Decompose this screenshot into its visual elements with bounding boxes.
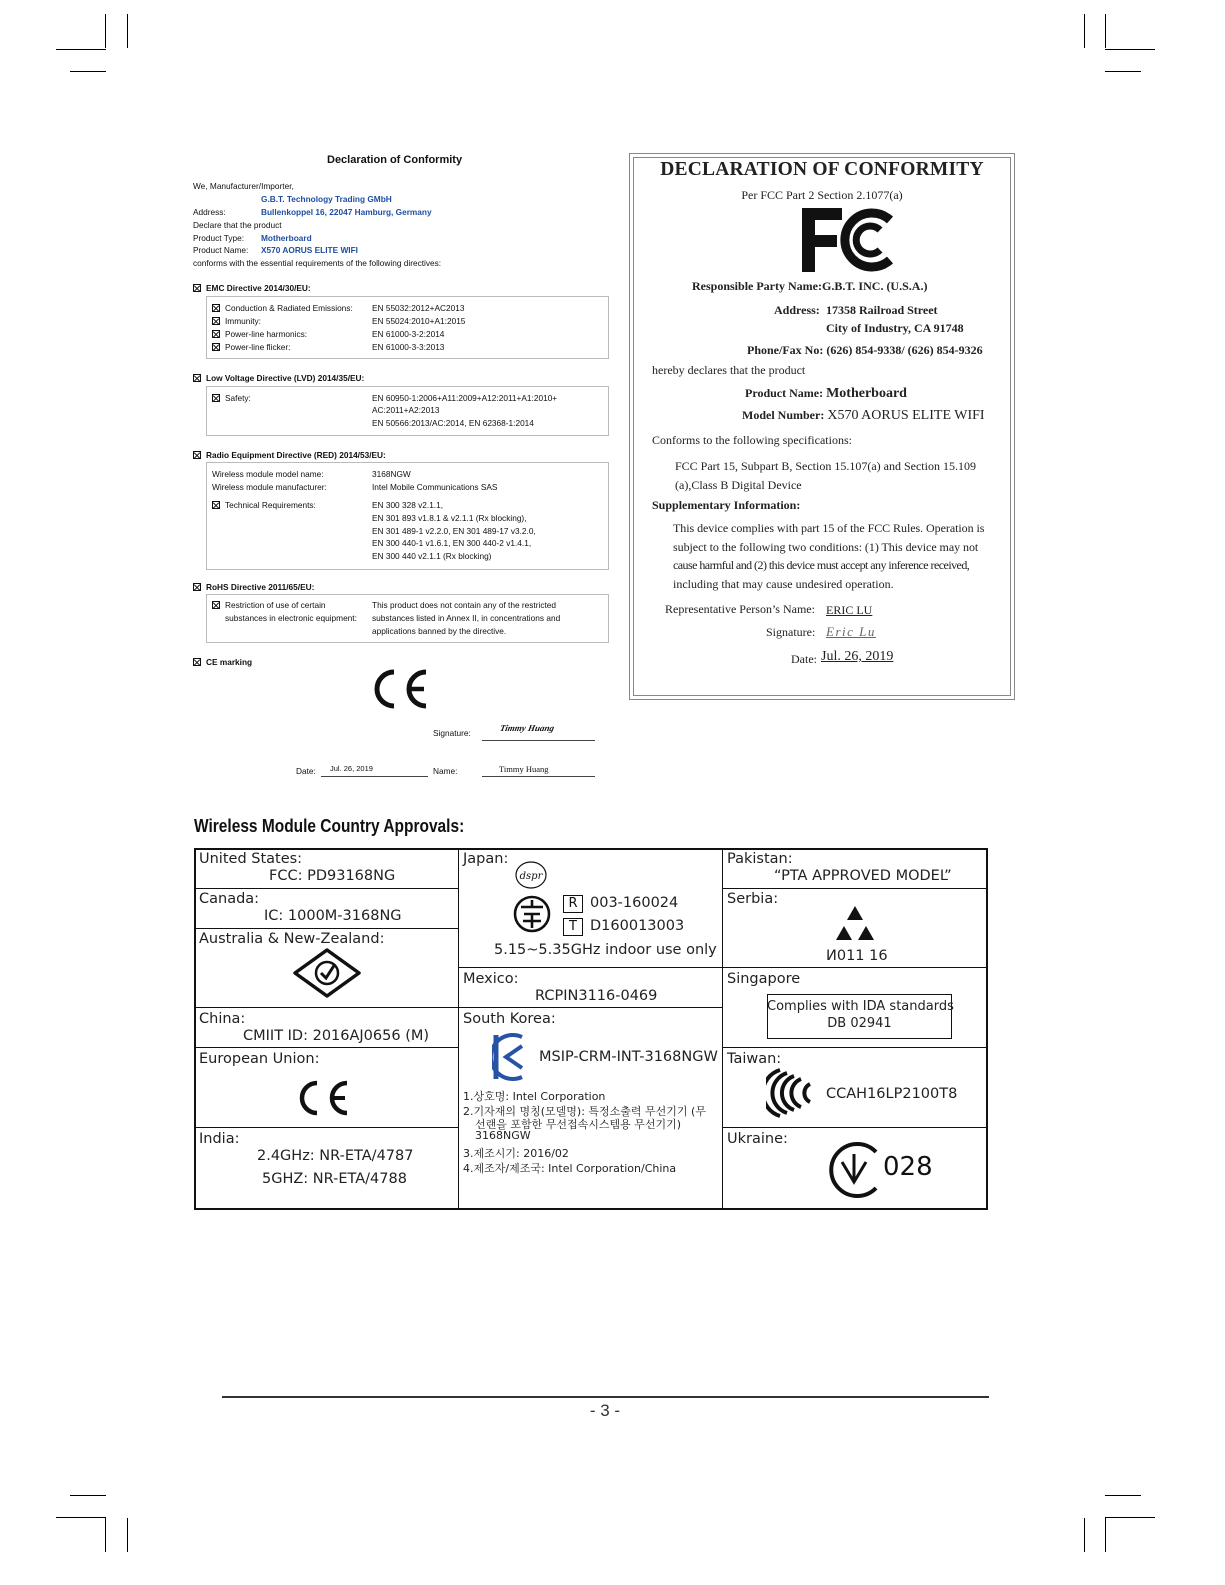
serbia-value: И011 16	[826, 948, 888, 964]
korea-line: 선랜을 포함한 무선접속시스템용 무선기기)	[475, 1118, 682, 1131]
emc-row: Immunity:	[212, 316, 261, 327]
india-value: 2.4GHz: NR-ETA/4787	[257, 1148, 414, 1164]
ce-heading: CE marking	[193, 657, 252, 668]
kc-mark-icon	[492, 1032, 526, 1082]
signature-label: Signature:	[433, 728, 471, 738]
fcc-supp-line: This device complies with part 15 of the FCC Rules. Operation is	[673, 521, 985, 535]
emc-row: Power-line harmonics:	[212, 329, 307, 340]
red-tech-line: EN 300 328 v2.1.1,	[372, 500, 444, 510]
fcc-supp-heading: Supplementary Information:	[652, 498, 801, 512]
singapore-label: Singapore	[727, 971, 801, 987]
giteki-mark-icon	[512, 894, 552, 934]
korea-line: 2.기자재의 명칭(모델명): 특정소출력 무선기기 (무	[463, 1105, 706, 1118]
japan-note: 5.15~5.35GHz indoor use only	[494, 942, 717, 958]
fcc-party: Responsible Party Name:G.B.T. INC. (U.S.A.)	[692, 279, 928, 293]
eu-conforms: conforms with the essential requirements of the following directives:	[193, 258, 442, 268]
fcc-phone: Phone/Fax No: (626) 854-9338/ (626) 854-9326	[747, 343, 983, 357]
china-label: China:	[199, 1011, 246, 1027]
canada-label: Canada:	[199, 891, 260, 907]
serbia-mark-icon	[832, 904, 878, 946]
pakistan-value: “PTA APPROVED MODEL”	[774, 868, 952, 884]
fcc-spec-line: FCC Part 15, Subpart B, Section 15.107(a) and Section 15.109	[675, 459, 976, 473]
checkbox-icon	[212, 394, 220, 402]
lvd-heading: Low Voltage Directive (LVD) 2014/35/EU:	[193, 373, 364, 384]
red-mfr-label: Wireless module manufacturer:	[212, 482, 327, 492]
rohs-text: This product does not contain any of the restricted	[372, 600, 557, 610]
checkbox-icon	[193, 658, 201, 666]
red-tech-label: Technical Requirements:	[212, 500, 316, 511]
red-tech-line: EN 301 893 v1.8.1 & v2.1.1 (Rx blocking),	[372, 513, 527, 523]
date-label: Date:	[296, 766, 316, 776]
japan-r-icon: R	[563, 895, 583, 913]
fcc-rep-name: ERIC LU	[826, 603, 873, 617]
eu-title: Declaration of Conformity	[327, 154, 463, 166]
mexico-label: Mexico:	[463, 971, 519, 987]
checkbox-icon	[212, 343, 220, 351]
eu-company: G.B.T. Technology Trading GMbH	[261, 194, 392, 204]
checkbox-icon	[193, 284, 201, 292]
ukraine-value: 028	[883, 1152, 933, 1182]
checkbox-icon	[212, 501, 220, 509]
fcc-hereby: hereby declares that the product	[652, 363, 806, 377]
ukraine-mark-icon	[826, 1140, 882, 1200]
japan-t-icon: T	[563, 918, 583, 936]
eu-type-label: Product Type:	[193, 233, 245, 243]
eu-type: Motherboard	[261, 233, 312, 243]
lvd-label: Safety:	[212, 393, 251, 404]
rohs-label: Restriction of use of certain	[212, 600, 326, 611]
mexico-value: RCPIN3116-0469	[535, 988, 658, 1004]
aus-label: Australia & New-Zealand:	[199, 931, 385, 947]
taiwan-value: CCAH16LP2100T8	[826, 1086, 958, 1102]
red-heading: Radio Equipment Directive (RED) 2014/53/EU:	[193, 450, 386, 461]
emc-value: EN 61000-3-3:2013	[372, 342, 445, 352]
fcc-address1: 17358 Railroad Street	[826, 303, 938, 317]
rcm-mark-icon	[293, 948, 361, 998]
us-value: FCC: PD93168NG	[269, 868, 396, 884]
singapore-line: Complies with IDA standards	[767, 999, 954, 1014]
rohs-text: applications banned by the directive.	[372, 626, 507, 636]
rohs-text: substances listed in Annex II, in concentrations and	[372, 613, 561, 623]
fcc-supp-line: cause harmful and (2) this device must accept any inference received,	[673, 558, 970, 572]
fcc-address2: City of Industry, CA 91748	[826, 321, 964, 335]
fcc-conforms: Conforms to the following specifications:	[652, 433, 852, 447]
japan-label: Japan:	[463, 851, 509, 867]
korea-line: 3168NGW	[475, 1129, 531, 1142]
red-model: 3168NGW	[372, 469, 411, 479]
korea-cert: MSIP-CRM-INT-3168NGW	[539, 1049, 718, 1065]
approvals-heading: Wireless Module Country Approvals:	[194, 816, 465, 836]
canada-value: IC: 1000M-3168NG	[264, 908, 402, 924]
fcc-sig-label: Signature:	[766, 625, 816, 639]
fcc-supp-line: subject to the following two conditions: (1) This device may not	[673, 540, 979, 554]
lvd-line: EN 60950-1:2006+A11:2009+A12:2011+A1:2010+	[372, 393, 558, 403]
korea-line: 1.상호명: Intel Corporation	[463, 1090, 606, 1103]
footer-rule	[222, 1396, 989, 1398]
fcc-address-label: Address:	[774, 303, 820, 317]
dspr-mark-icon	[514, 860, 548, 890]
eu-name-label: Product Name:	[193, 245, 249, 255]
checkbox-icon	[212, 317, 220, 325]
signature-line	[482, 740, 595, 741]
singapore-line: DB 02941	[827, 1016, 892, 1031]
emc-row: Conduction & Radiated Emissions:	[212, 303, 353, 314]
pakistan-label: Pakistan:	[727, 851, 793, 867]
eu-declare: Declare that the product	[193, 220, 282, 230]
signature: Timmy Huang	[499, 723, 556, 733]
india-value: 5GHZ: NR-ETA/4788	[262, 1171, 407, 1187]
japan-r-value: 003-160024	[590, 895, 679, 911]
fcc-signature: Eric Lu	[826, 624, 876, 639]
fcc-date: Jul. 26, 2019	[821, 649, 894, 664]
ce-mark-icon	[366, 666, 430, 712]
red-mfr: Intel Mobile Communications SAS	[372, 482, 498, 492]
checkbox-icon	[212, 601, 220, 609]
emc-row: Power-line flicker:	[212, 342, 290, 353]
india-label: India:	[199, 1131, 240, 1147]
rohs-label: substances in electronic equipment:	[225, 613, 357, 623]
eu-approval-label: European Union:	[199, 1051, 320, 1067]
rohs-heading: RoHS Directive 2011/65/EU:	[193, 582, 314, 593]
fcc-supp-line: including that may cause undesired operation.	[673, 577, 894, 591]
lvd-line: AC:2011+A2:2013	[372, 405, 440, 415]
fcc-spec-line: (a),Class B Digital Device	[675, 478, 802, 492]
checkbox-icon	[193, 451, 201, 459]
fcc-subtitle: Per FCC Part 2 Section 2.1077(a)	[741, 188, 903, 202]
eu-intro: We, Manufacturer/Importer,	[193, 181, 294, 191]
korea-label: South Korea:	[463, 1011, 556, 1027]
red-tech-line: EN 301 489-1 v2.2.0, EN 301 489-17 v3.2.0,	[372, 526, 536, 536]
eu-date: Jul. 26, 2019	[330, 764, 373, 773]
date-line	[321, 776, 428, 777]
fcc-title: DECLARATION OF CONFORMITY	[660, 159, 984, 180]
china-value: CMIIT ID: 2016AJ0656 (M)	[243, 1028, 430, 1044]
fcc-logo-icon	[800, 206, 896, 274]
lvd-line: EN 50566:2013/AC:2014, EN 62368-1:2014	[372, 418, 534, 428]
korea-line: 3.제조시기: 2016/02	[463, 1147, 569, 1160]
eu-product-name: X570 AORUS ELITE WIFI	[261, 245, 358, 255]
fcc-model: Model Number: X570 AORUS ELITE WIFI	[742, 408, 985, 423]
red-model-label: Wireless module model name:	[212, 469, 324, 479]
emc-value: EN 55024:2010+A1:2015	[372, 316, 466, 326]
japan-t-value: D160013003	[590, 918, 685, 934]
fcc-date-label: Date:	[791, 652, 817, 666]
emc-value: EN 55032:2012+AC2013	[372, 303, 465, 313]
checkbox-icon	[212, 330, 220, 338]
korea-line: 4.제조자/제조국: Intel Corporation/China	[463, 1162, 677, 1175]
emc-heading: EMC Directive 2014/30/EU:	[193, 283, 311, 294]
eu-address: Bullenkoppel 16, 22047 Hamburg, Germany	[261, 207, 432, 217]
ncc-mark-icon	[766, 1066, 818, 1120]
checkbox-icon	[193, 583, 201, 591]
svg-text:dspr: dspr	[519, 871, 543, 882]
ukraine-label: Ukraine:	[727, 1131, 788, 1147]
red-tech-line: EN 300 440-1 v1.6.1, EN 300 440-2 v1.4.1,	[372, 538, 532, 548]
us-label: United States:	[199, 851, 303, 867]
page-number: - 3 -	[589, 1401, 621, 1420]
checkbox-icon	[193, 374, 201, 382]
serbia-label: Serbia:	[727, 891, 779, 907]
emc-value: EN 61000-3-2:2014	[372, 329, 445, 339]
checkbox-icon	[212, 304, 220, 312]
taiwan-label: Taiwan:	[727, 1051, 782, 1067]
name-label: Name:	[433, 766, 458, 776]
fcc-rep-label: Representative Person’s Name:	[665, 602, 815, 616]
red-tech-line: EN 300 440 v2.1.1 (Rx blocking)	[372, 551, 492, 561]
eu-address-label: Address:	[193, 207, 226, 217]
ce-mark-icon	[293, 1078, 351, 1118]
name-line	[482, 776, 595, 777]
fcc-product: Product Name: Motherboard	[745, 386, 907, 401]
signer-name: Timmy Huang	[499, 764, 549, 774]
